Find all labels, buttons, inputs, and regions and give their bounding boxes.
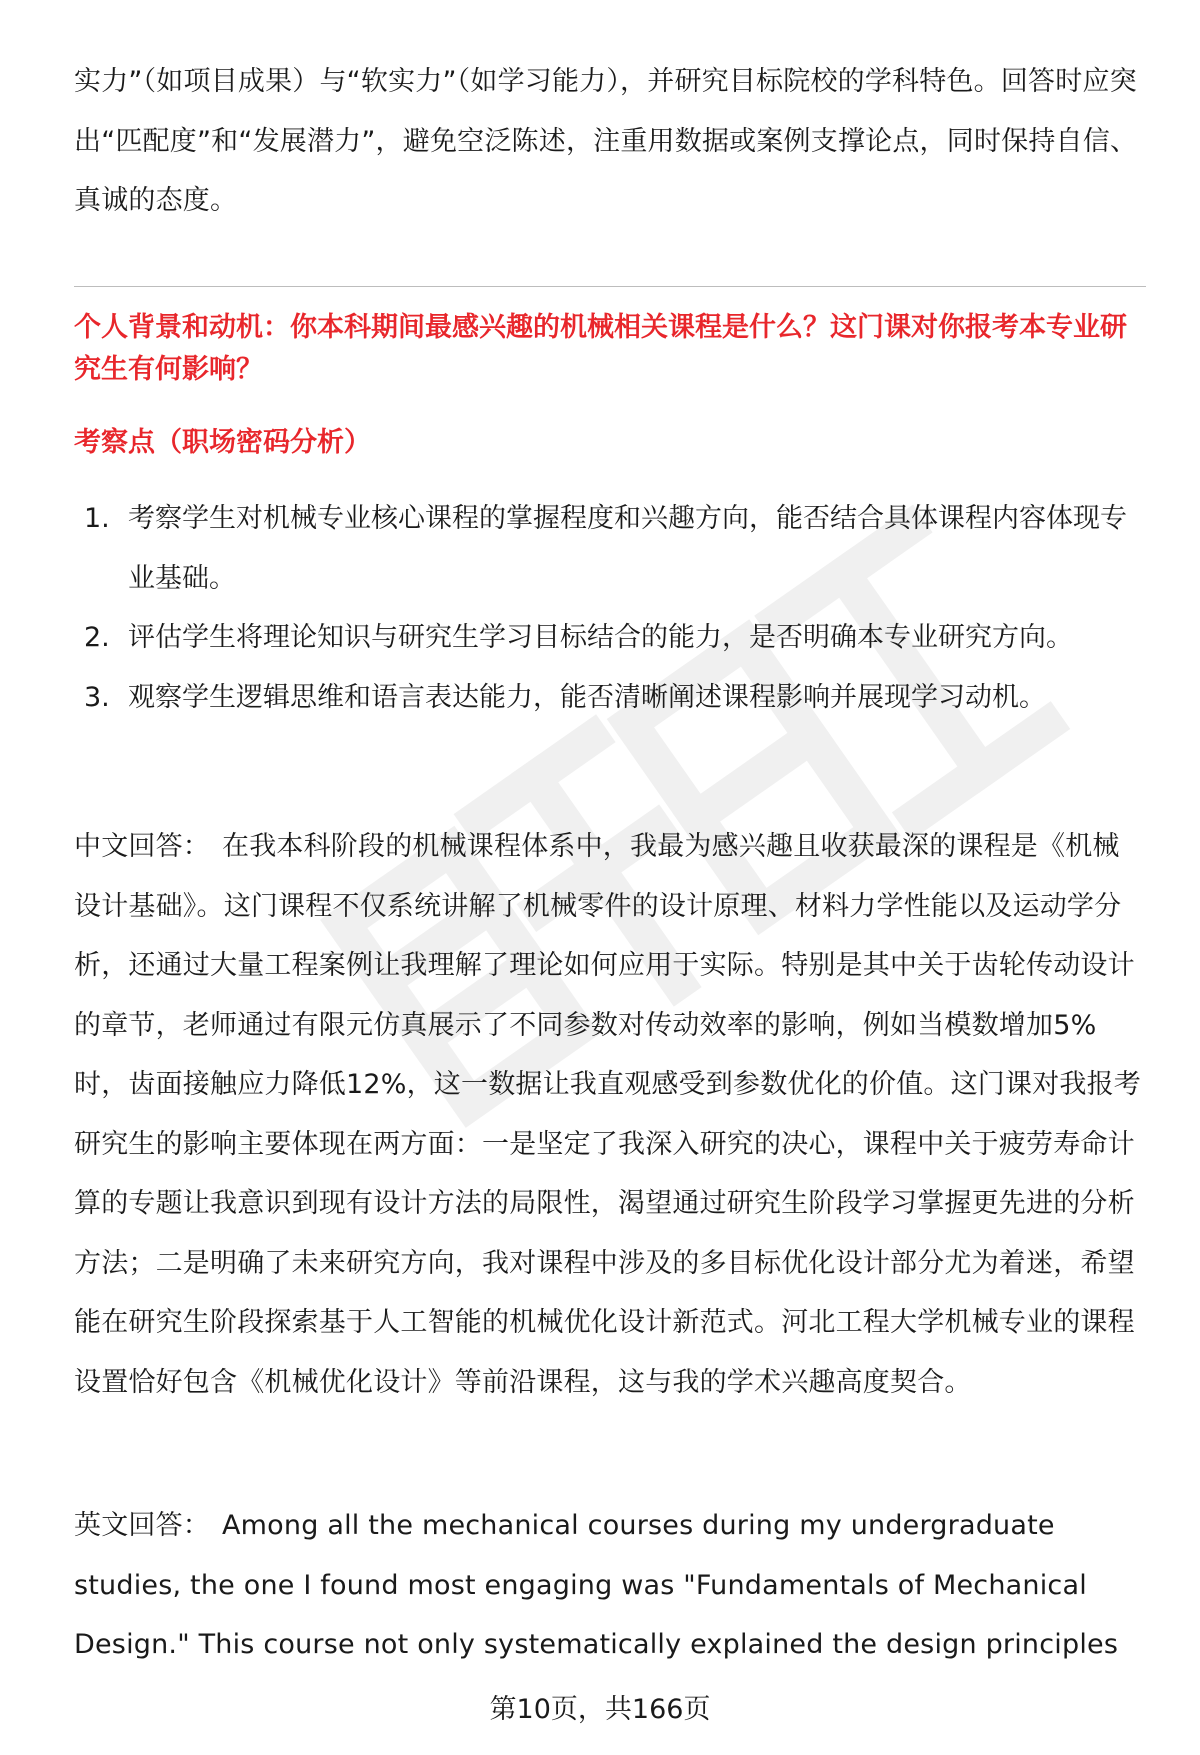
list-item-text: 考察学生对机械专业核心课程的掌握程度和兴趣方向，能否结合具体课程内容体现专业基础。	[128, 503, 1127, 594]
list-item	[74, 608, 1146, 668]
list-item	[74, 668, 1146, 728]
list-item	[74, 489, 1146, 608]
chinese-answer-text: 在我本科阶段的机械课程体系中，我最为感兴趣且收获最深的课程是《机械设计基础》。这门课程不仅系统讲解了机械零件的设计原理、材料力学性能以及运动学分析，还通过大量工程案例让我理解了理论如何应用于实际。特别是其中关于齿轮传动设计的章节，老师通过有限元仿真展示了不同参数对传动效率的影响，例如当模数增加5%时，齿面接触应力降低12%，这一数据让我直观感受到参数优化的价值。这门课对我报考研究生的影响主要体现在两方面：一是坚定了我深入研究的决心，课程中关于疲劳寿命计算的专题让我意识到现有设计方法的局限性，渴望通过研究生阶段学习掌握更先进的分析方法；二是明确了未来研究方向，我对课程中涉及的多目标优化设计部分尤为着迷，希望能在研究生阶段探索基于人工智能的机械优化设计新范式。河北工程大学机械专业的课程设置恰好包含《机械优化设计》等前沿课程，这与我的学术兴趣高度契合。	[74, 831, 1142, 1398]
list-item-text: 评估学生将理论知识与研究生学习目标结合的能力，是否明确本专业研究方向。	[128, 622, 1073, 653]
assessment-points-list	[74, 489, 1146, 727]
chinese-answer	[74, 817, 1146, 1412]
list-item-number: 1.	[84, 503, 110, 534]
section-divider	[74, 286, 1146, 287]
english-answer-text: Among all the mechanical courses during my undergraduate studies, the one I found most engaging was "Fundamentals of Mechanical Design." This course not only systematically explained the design principles	[74, 1510, 1119, 1660]
intro-paragraph: 实力”（如项目成果）与“软实力”（如学习能力），并研究目标院校的学科特色。回答时应突出“匹配度”和“发展潜力”，避免空泛陈述，注重用数据或案例支撑论点，同时保持自信、真诚的态度。	[74, 66, 1138, 216]
list-item-text: 观察学生逻辑思维和语言表达能力，能否清晰阐述课程影响并展现学习动机。	[128, 681, 1046, 713]
page-number-footer: 第10页，共166页	[489, 1694, 711, 1725]
section-heading: 考察点（职场密码分析）	[74, 427, 371, 458]
list-item-number: 2.	[84, 622, 110, 653]
english-answer	[74, 1496, 1146, 1675]
english-answer-label: 英文回答：	[74, 1510, 210, 1541]
question-heading: 个人背景和动机：你本科期间最感兴趣的机械相关课程是什么？这门课对你报考本专业研究生有何影响？	[74, 312, 1127, 385]
list-item-number: 3.	[84, 681, 110, 713]
document-page	[74, 0, 1146, 1755]
chinese-answer-label: 中文回答：	[74, 831, 210, 862]
